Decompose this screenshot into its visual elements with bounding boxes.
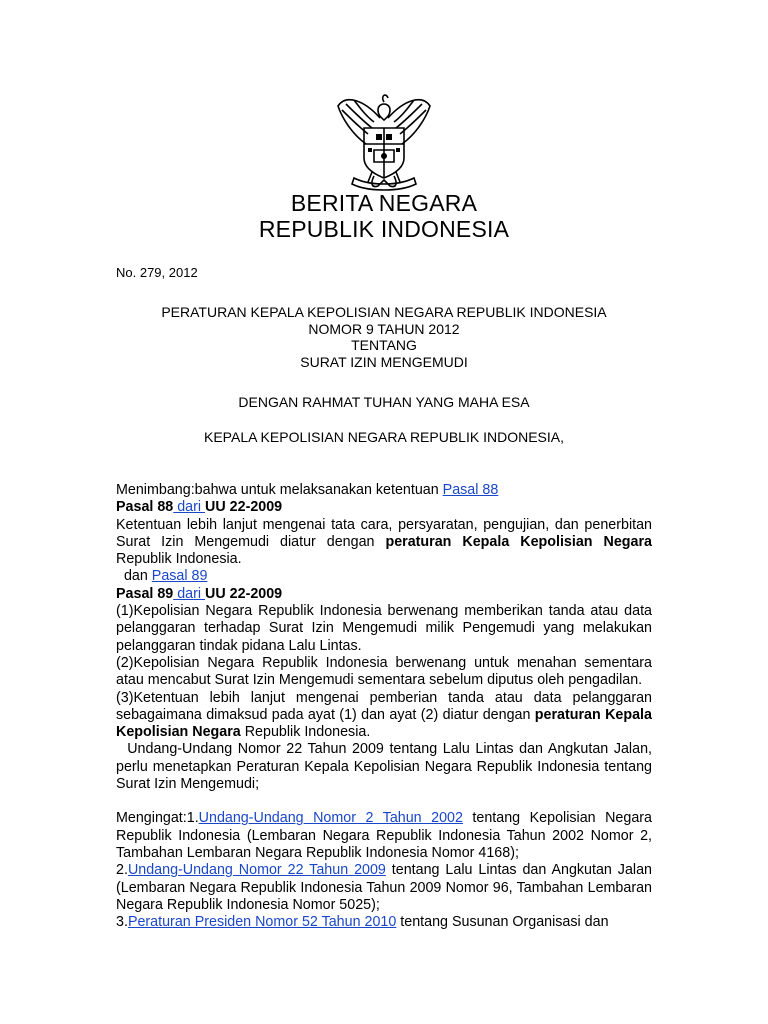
- regulation-number: NOMOR 9 TAHUN 2012: [308, 320, 460, 337]
- pasal-88-link[interactable]: Pasal 88: [442, 482, 499, 498]
- regulation-subject: SURAT IZIN MENGEMUDI: [300, 353, 468, 370]
- regulation-heading: [0, 304, 768, 370]
- gazette-title-line2: REPUBLIK INDONESIA: [258, 216, 510, 242]
- mengingat-item-1: Mengingat:1.Undang-Undang Nomor 2 Tahun 2002 tentang Kepolisian Negara Republik Indonesia (Lembaran Negara Republik Indonesia Tahun 2002 Nomor 2, Tambahan Lembaran Negara Republik Indonesia Nomor 4168);: [116, 810, 652, 861]
- pasal-89-ayat-1: (1)Kepolisian Negara Republik Indonesia berwenang memberikan tanda atau data pelanggaran terhadap Surat Izin Mengemudi milik Pengemudi yang melakukan pelanggaran tindak pidana Lalu Lintas.: [116, 603, 652, 654]
- dan-line: dan Pasal 89: [116, 568, 208, 585]
- document-body: [116, 482, 656, 931]
- garuda-emblem-icon: [334, 88, 434, 194]
- mengingat-item-3: 3.Peraturan Presiden Nomor 52 Tahun 2010 tentang Susunan Organisasi dan: [116, 914, 609, 931]
- menimbang-closing: Undang-Undang Nomor 22 Tahun 2009 tentang Lalu Lintas dan Angkutan Jalan, perlu menetapkan Peraturan Kepala Kepolisian Negara Republik Indonesia tentang Surat Izin Mengemudi;: [116, 741, 656, 793]
- dari-link[interactable]: dari: [173, 499, 206, 516]
- pasal-89-ayat-2: (2)Kepolisian Negara Republik Indonesia berwenang untuk menahan sementara atau mencabut Surat Izin Mengemudi sementara sebelum diputus oleh pengadilan.: [116, 654, 652, 689]
- mengingat-item-2: 2.Undang-Undang Nomor 22 Tahun 2009 tentang Lalu Lintas dan Angkutan Jalan (Lembaran Negara Republik Indonesia Tahun 2009 Nomor 96, Tambahan Lembaran Negara Republik Indonesia Nomor 5025);: [116, 862, 652, 913]
- blessing-line: DENGAN RAHMAT TUHAN YANG MAHA ESA: [238, 394, 530, 410]
- pasal-89-ayat-3: (3)Ketentuan lebih lanjut mengenai pemberian tanda atau data pelanggaran sebagaimana dimaksud pada ayat (1) dan ayat (2) diatur dengan peraturan Kepala Kepolisian Negara Republik Indonesia.: [116, 689, 652, 741]
- menimbang-lead: Menimbang:bahwa untuk melaksanakan ketentuan Pasal 88: [116, 482, 499, 498]
- pasal-89-link[interactable]: Pasal 89: [151, 568, 208, 585]
- regulation-tentang: TENTANG: [351, 337, 417, 353]
- uu-22-2009-link[interactable]: Undang-Undang Nomor 22 Tahun 2009: [127, 862, 386, 879]
- spacer: [116, 793, 652, 810]
- perpres-52-2010-link[interactable]: Peraturan Presiden Nomor 52 Tahun 2010: [127, 914, 397, 931]
- gazette-number: No. 279, 2012: [116, 265, 198, 280]
- dari-link-2[interactable]: dari: [173, 585, 206, 602]
- pasal-88-title: Pasal 88 dari UU 22-2009: [116, 499, 283, 516]
- pasal-88-text: Ketentuan lebih lanjut mengenai tata cara, persyaratan, pengujian, dan penerbitan Surat Izin Mengemudi diatur dengan peraturan Kepala Kepolisian Negara Republik Indonesia.: [116, 516, 652, 568]
- uu-22-2009-label: UU 22-2009: [205, 499, 283, 516]
- pasal-89-title: Pasal 89 dari UU 22-2009: [116, 585, 283, 602]
- gazette-title-line1: BERITA NEGARA: [290, 190, 478, 216]
- regulation-title: PERATURAN KEPALA KEPOLISIAN NEGARA REPUBLIK INDONESIA: [161, 304, 607, 320]
- authority-line: KEPALA KEPOLISIAN NEGARA REPUBLIK INDONESIA,: [204, 429, 564, 445]
- uu-2-2002-link[interactable]: Undang-Undang Nomor 2 Tahun 2002: [198, 810, 463, 827]
